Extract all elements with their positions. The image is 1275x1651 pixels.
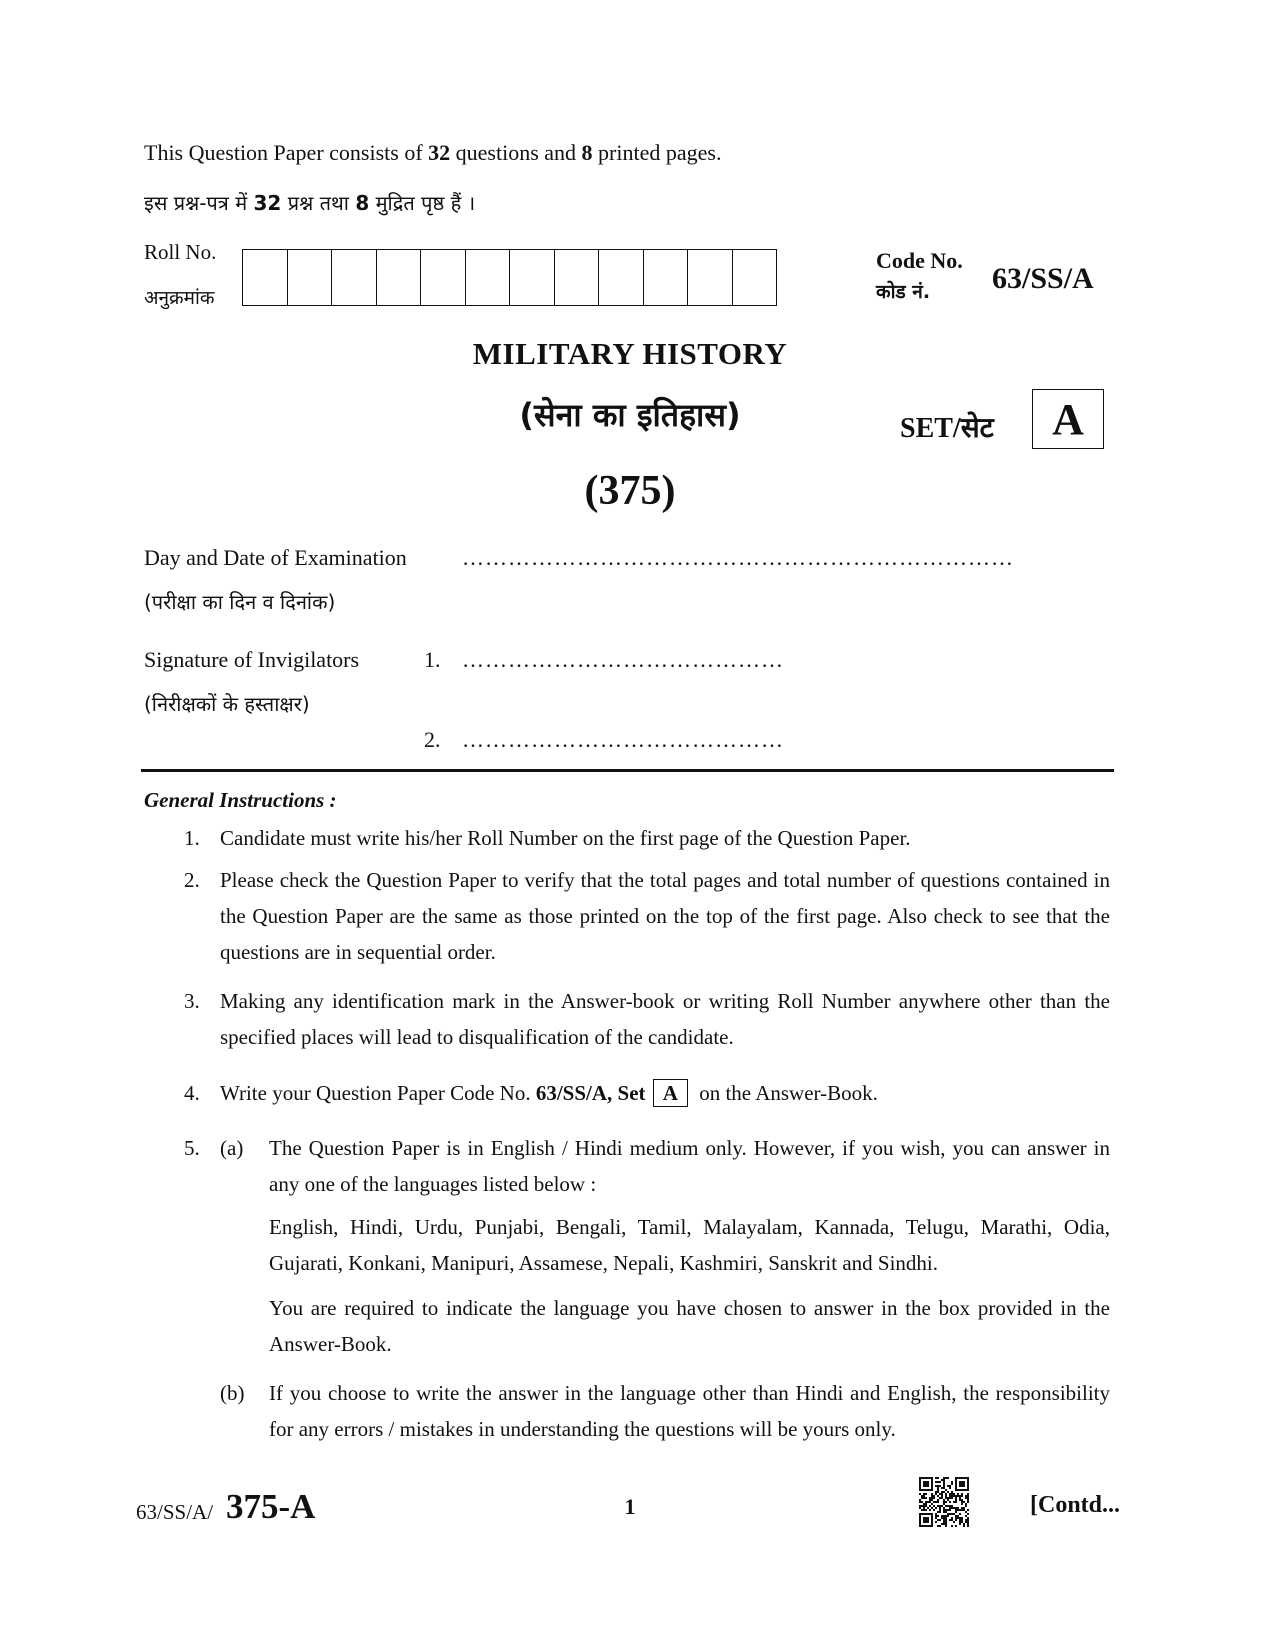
instruction-5a: The Question Paper is in English / Hindi medium only. However, if you wish, you can answer in any one of the languages listed below :	[269, 1136, 1110, 1196]
subject-code: (375)	[584, 468, 676, 514]
roll-number-cell[interactable]	[555, 250, 600, 305]
instruction-number: 3.	[184, 989, 200, 1013]
invigilator-signature-label: Signature of Invigilators	[144, 647, 360, 672]
paper-info-en: This Question Paper consists of 32 questions and 8 printed pages.	[144, 140, 722, 165]
instruction-3: Making any identification mark in the Answer-book or writing Roll Number anywhere other than the specified places will lead to disqualification of the candidate.	[220, 989, 1110, 1049]
instruction-5b: If you choose to write the answer in the language other than Hindi and English, the responsibility for any errors / mistakes in understanding the questions will be yours only.	[269, 1381, 1110, 1441]
exam-date-label-hindi: (परीक्षा का दिन व दिनांक)	[144, 590, 336, 614]
instruction-1: Candidate must write his/her Roll Number on the first page of the Question Paper.	[220, 826, 911, 850]
section-divider	[141, 769, 1114, 772]
roll-number-cell[interactable]	[288, 250, 333, 305]
roll-number-cell[interactable]	[421, 250, 466, 305]
general-instructions-heading: General Instructions :	[144, 788, 337, 812]
roll-number-label-hindi: अनुक्रमांक	[144, 287, 215, 309]
roll-number-cell[interactable]	[466, 250, 511, 305]
footer-paper-code: 63/SS/A/	[136, 1500, 214, 1524]
roll-number-cell[interactable]	[377, 250, 422, 305]
subject-title-hindi: (सेना का इतिहास)	[519, 396, 741, 434]
instruction-number: 2.	[184, 868, 200, 892]
instruction-2: Please check the Question Paper to verify that the total pages and total number of questions contained in the Question Paper are the same as those printed on the top of the first page. Also check to see that the questions are in sequential order.	[220, 868, 1110, 964]
instruction-number: 4.	[184, 1081, 200, 1105]
page-number: 1	[624, 1494, 636, 1519]
code-number-value: 63/SS/A	[992, 262, 1094, 295]
instruction-5a-languages: English, Hindi, Urdu, Punjabi, Bengali, Tamil, Malayalam, Kannada, Telugu, Marathi, Odia, Gujarati, Konkani, Manipuri, Assamese, Nepali, Kashmiri, Sanskrit and Sindhi.	[269, 1215, 1110, 1275]
set-inline-box: A	[653, 1079, 688, 1107]
invigilator-signature-label-hindi: (निरीक्षकों के हस्ताक्षर)	[144, 692, 310, 716]
instruction-5a-label: (a)	[220, 1136, 244, 1160]
set-value-box: A	[1032, 389, 1104, 449]
invigilator-2-number: 2.	[424, 727, 441, 752]
roll-number-cell[interactable]	[510, 250, 555, 305]
roll-number-cell[interactable]	[644, 250, 689, 305]
roll-number-boxes[interactable]	[242, 249, 777, 306]
roll-number-cell[interactable]	[243, 250, 288, 305]
roll-number-label: Roll No.	[144, 240, 217, 264]
continued-label: [Contd...	[1030, 1492, 1121, 1518]
invigilator-1-signature-field[interactable]: ……………………………………	[462, 647, 784, 672]
roll-number-cell[interactable]	[332, 250, 377, 305]
instruction-number: 5.	[184, 1136, 200, 1160]
code-number-label-hindi: कोड नं.	[876, 281, 931, 303]
roll-number-cell[interactable]	[733, 250, 778, 305]
roll-number-cell[interactable]	[599, 250, 644, 305]
qr-code-icon	[919, 1477, 969, 1527]
instruction-4: Write your Question Paper Code No. 63/SS/A, Set A on the Answer-Book.	[220, 1081, 878, 1105]
set-label: SET/सेट	[900, 413, 994, 444]
invigilator-2-signature-field[interactable]: ……………………………………	[462, 727, 784, 752]
subject-title: MILITARY HISTORY	[472, 336, 788, 371]
instruction-5b-label: (b)	[220, 1381, 245, 1405]
footer-subject-code: 375-A	[226, 1487, 316, 1526]
paper-info-hi: इस प्रश्न-पत्र में 32 प्रश्न तथा 8 मुद्रित पृष्ठ हैं ।	[144, 191, 476, 215]
instruction-5a-requirement: You are required to indicate the language you have chosen to answer in the box provided in the Answer-Book.	[269, 1296, 1110, 1356]
exam-date-label: Day and Date of Examination	[144, 545, 407, 570]
code-number-label: Code No.	[876, 248, 963, 273]
exam-date-field[interactable]: ………………………………………………………………	[462, 545, 1014, 570]
invigilator-1-number: 1.	[424, 647, 441, 672]
roll-number-cell[interactable]	[688, 250, 733, 305]
instruction-number: 1.	[184, 826, 200, 850]
